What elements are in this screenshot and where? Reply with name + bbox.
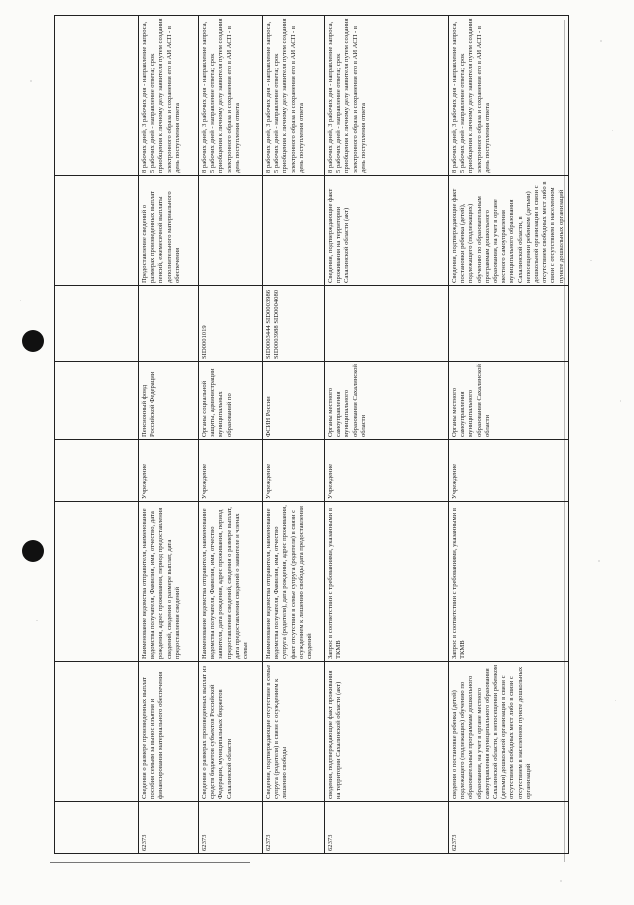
row-provider-code: SID0001019 [199,286,263,362]
cell [55,802,139,854]
cell [55,362,139,440]
cell [55,440,139,502]
row-deadline: 8 рабочих дней, 3 рабочих дня - направление запроса, 5 рабочих дней - направление ответа; срок приобщения к личному делу заявителя путем создания электронного образа и сохранения его в АИ АСП - в день поступления ответа [139,16,199,176]
scan-speck [600,40,602,42]
scan-speck [612,130,613,131]
cell [55,286,139,362]
row-request: Запрос в соответствии с требованиями, указанными в ТКМВ [325,502,449,662]
row-result: Сведения, подтверждающие факт проживания на территории Сахалинской области (акт) [325,176,449,286]
row-deadline: 8 рабочих дней, 3 рабочих дня - направление запроса, 5 рабочих дней - направление ответа; срок приобщения к личному делу заявителя путем создания электронного образа и сохранения его в АИ АСП - в день поступления ответа [449,16,569,176]
bottom-edge-line [50,862,250,863]
scan-speck [620,400,621,402]
row-provider: Органы социальной защиты, администрации муниципальных образований по [199,362,263,440]
row-provider-code: SID0003444 SID0003986 SID0003988 SID0004080 [263,286,325,362]
row-description: сведения, подтверждающие факт проживания на территории Сахалинской области (акт) [325,662,449,802]
punch-hole [22,540,44,562]
document-table [54,15,569,854]
table-row [139,16,199,854]
row-result: Сведения, подтверждающие факт постановки ребенка (детей), подлежащего (подлежащих) обучению по образовательным программам дошкольного образования, на учет в органе местного самоуправления муниципального образования Сахалинской области, в непосещении ребенком (детьми) дошкольной организации в связи с отсутствием свободных мест либо в связи с отсутствием в населенном пункте дошкольных организаций [449,176,569,286]
row-requester: Учреждение [199,440,263,502]
row-description: Сведения о размерах произведенных выплат из средств бюджетов субъектов Российской Федерации, муниципальных бюджетов Сахалинской области [199,662,263,802]
scan-speck [36,620,38,621]
punch-hole [22,330,44,352]
row-provider-code [325,286,449,362]
row-deadline: 8 рабочих дней, 3 рабочих дня - направление запроса, 5 рабочих дней - направление ответа; срок приобщения к личному делу заявителя путем создания электронного образа и сохранения его в АИ АСП - в день поступления ответа [199,16,263,176]
table-row [199,16,263,854]
table-row [55,16,139,854]
row-provider: Органы местного самоуправления муниципального образования Сахалинской области [449,362,569,440]
row-request: Наименование ведомства отправителя, наименование ведомства получателя, Фамилия, имя, отчество, дата рождения, адрес проживания, период предоставления сведений, сведения о размере выплат, дата предоставления сведений [139,502,199,662]
row-description: Сведения о размере произведенных выплат пособия семьям за вынос изъятия и финансировании материального обеспечения [139,662,199,802]
row-result [263,176,325,286]
scan-speck [615,700,616,701]
row-provider: Пенсионный фонд Российской Федерации [139,362,199,440]
scan-speck [590,260,592,261]
row-request: Наименование ведомства отправителя, наименование ведомства получателя, Фамилия, имя, отчество заявителя, дата рождения, адрес проживания, период предоставления сведений, сведения о размере выплат, дата предоставления сведений о заявителе и членах семьи [199,502,263,662]
table-row [263,16,325,854]
row-code: 62373 [199,802,263,854]
cell [55,176,139,286]
scan-speck [20,300,21,301]
row-requester: Учреждение [263,440,325,502]
row-code: 62373 [449,802,569,854]
row-request: Наименование ведомства отправителя, наименование ведомства получателя, Фамилия, имя, отчество супруга (родителя), дата рождения, адрес проживания, факт отсутствия в семье супруга (родителя) в связи с осуждением к лишению свободы дата предоставления сведений [263,502,325,662]
scan-speck [598,560,600,562]
row-request: Запрос в соответствии с требованиями, указанными в ТКМВ [449,502,569,662]
row-code: 62373 [325,802,449,854]
row-requester: Учреждение [449,440,569,502]
row-deadline: 8 рабочих дней, 3 рабочих дня - направление запроса, 5 рабочих дней - направление ответа; срок приобщения к личному делу заявителя путем создания электронного образа и сохранения его в АИ АСП - в день поступления ответа [325,16,449,176]
cell [55,662,139,802]
row-result [199,176,263,286]
scan-speck [30,80,32,82]
table-row [449,16,569,854]
row-result: Предоставление сведений о размерах произведенных выплат пенсий, ежемесячной выплаты дополнительного материального обеспечения [139,176,199,286]
rotated-table-sheet [54,16,564,854]
row-provider-code [139,286,199,362]
cell [55,16,139,176]
row-provider: Органы местного самоуправления муниципального образования Сахалинской области [325,362,449,440]
row-description: Сведения, подтверждающие отсутствие в семье супруга (родителя) в связи с осуждением к лишению свободы [263,662,325,802]
row-deadline: 8 рабочих дней, 3 рабочих дня - направление запроса, 5 рабочих дней - направление ответа; срок приобщения к личному делу заявителя путем создания электронного образа и сохранения его в АИ АСП - в день поступления ответа [263,16,325,176]
row-provider-code [449,286,569,362]
scan-speck [560,880,562,882]
table-row [325,16,449,854]
row-description: сведения о постановке ребенка (детей) подлежащего (подлежащих) обучению по образовательным программам дошкольного образования, на учет в органе местного самоуправления муниципального образования Сахалинской области, в непосещении ребенком (детьми) дошкольной организации в связи с отсутствием свободных мест либо в связи с отсутствием в населенном пункте дошкольных организаций [449,662,569,802]
row-provider: ФСИН России [263,362,325,440]
row-requester: Учреждение [139,440,199,502]
row-code: 62373 [139,802,199,854]
cell [55,502,139,662]
row-code: 62373 [263,802,325,854]
row-requester: Учреждение [325,440,449,502]
